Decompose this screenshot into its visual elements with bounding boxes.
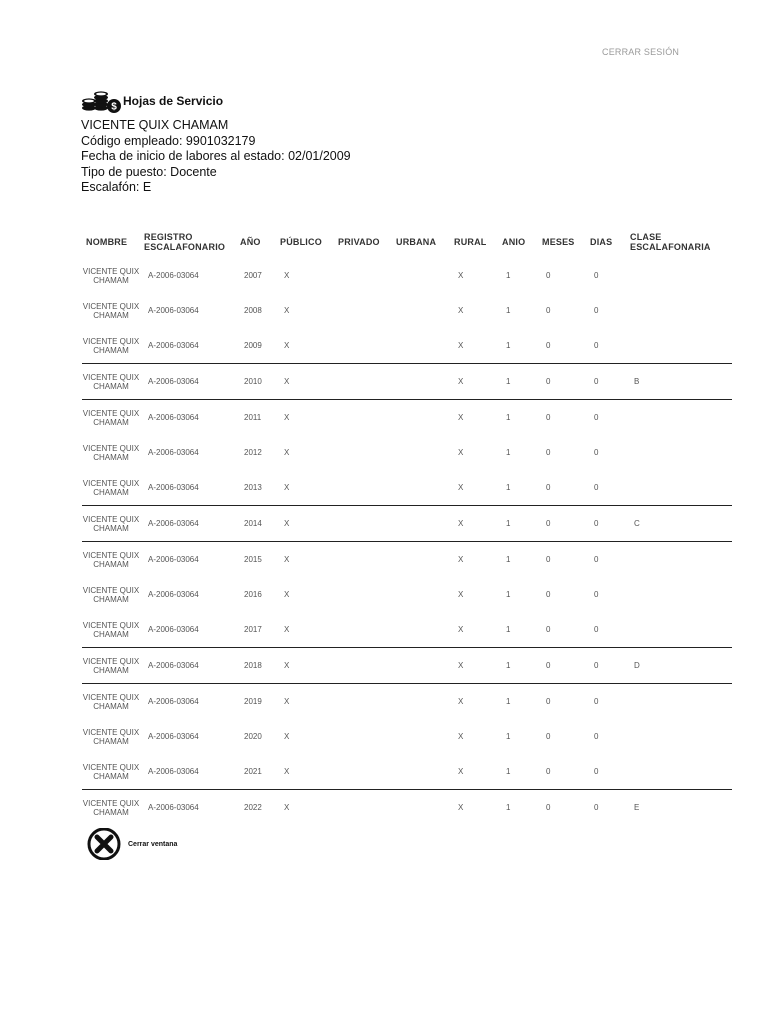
cell-rural: X — [450, 684, 498, 720]
table-row — [82, 506, 732, 542]
cell-anio: 1 — [506, 625, 511, 634]
cell-clase — [626, 577, 732, 612]
cell-rural: X — [458, 767, 464, 776]
cell-publico: X — [276, 790, 334, 826]
cell-rural: X — [458, 590, 464, 599]
cell-privado — [334, 719, 392, 754]
cell-clase — [626, 542, 732, 578]
employee-start-date: Fecha de inicio de labores al estado: 02/01/2009 — [81, 149, 351, 163]
cell-dias: 0 — [586, 790, 626, 826]
cell-urbana — [392, 719, 450, 754]
cell-ano: 2014 — [236, 506, 276, 542]
cell-clase — [626, 612, 732, 648]
cell-privado — [334, 790, 392, 826]
cell-rural: X — [458, 341, 464, 350]
cell-publico: X — [284, 483, 290, 492]
logout-link[interactable]: CERRAR SESIÓN — [602, 47, 680, 57]
cell-ano: 2016 — [244, 590, 262, 599]
cell-rural: X — [450, 648, 498, 684]
cell-registro: A-2006-03064 — [148, 448, 199, 457]
cell-anio: 1 — [506, 732, 511, 741]
cell-publico: X — [276, 506, 334, 542]
cell-rural: X — [450, 790, 498, 826]
cell-publico: X — [284, 271, 290, 280]
cell-urbana — [392, 612, 450, 648]
cell-urbana — [392, 364, 450, 400]
cell-meses: 0 — [546, 483, 551, 492]
cell-meses: 0 — [538, 400, 586, 436]
cell-clase — [626, 400, 732, 436]
cell-rural: X — [450, 542, 498, 578]
cell-anio: 1 — [506, 767, 511, 776]
cell-urbana — [392, 790, 450, 826]
cell-meses: 0 — [546, 625, 551, 634]
cell-nombre: VICENTE QUIX CHAMAM — [82, 684, 140, 720]
cell-ano: 2011 — [236, 400, 276, 436]
cell-meses: 0 — [538, 542, 586, 578]
cell-anio: 1 — [498, 790, 538, 826]
cell-publico: X — [276, 364, 334, 400]
employee-info — [81, 118, 351, 196]
cell-registro: A-2006-03064 — [140, 364, 236, 400]
cell-nombre: VICENTE QUIX CHAMAM — [82, 620, 140, 639]
cell-registro: A-2006-03064 — [140, 790, 236, 826]
close-circle-icon — [84, 828, 124, 860]
cell-dias: 0 — [594, 306, 599, 315]
cell-publico: X — [276, 542, 334, 578]
cell-registro: A-2006-03064 — [148, 341, 199, 350]
cell-ano: 2015 — [236, 542, 276, 578]
cell-rural: X — [450, 506, 498, 542]
cell-privado — [334, 328, 392, 364]
cell-dias: 0 — [586, 542, 626, 578]
cell-anio: 1 — [498, 400, 538, 436]
employee-name: VICENTE QUIX CHAMAM — [81, 118, 229, 132]
cell-nombre: VICENTE QUIX CHAMAM — [82, 790, 140, 826]
cell-privado — [334, 506, 392, 542]
col-header-registro: REGISTRO ESCALAFONARIO — [144, 232, 226, 252]
coins-dollar-icon — [81, 88, 123, 114]
cell-publico: X — [276, 400, 334, 436]
col-header-anio: ANIO — [502, 237, 526, 247]
cell-ano: 2013 — [244, 483, 262, 492]
cell-clase: E — [626, 790, 732, 826]
cell-dias: 0 — [594, 271, 599, 280]
cell-clase — [626, 258, 732, 293]
cell-clase — [626, 293, 732, 328]
cell-clase — [626, 328, 732, 364]
cell-publico: X — [284, 448, 290, 457]
cell-privado — [334, 258, 392, 293]
cell-meses: 0 — [538, 684, 586, 720]
cell-anio: 1 — [506, 448, 511, 457]
cell-urbana — [392, 293, 450, 328]
cell-registro: A-2006-03064 — [148, 732, 199, 741]
cell-meses: 0 — [538, 790, 586, 826]
cell-nombre: VICENTE QUIX CHAMAM — [82, 478, 140, 497]
cell-dias: 0 — [594, 483, 599, 492]
cell-publico: X — [284, 767, 290, 776]
table-row — [82, 258, 732, 293]
svg-text:$: $ — [111, 101, 117, 113]
cell-urbana — [392, 258, 450, 293]
cell-privado — [334, 648, 392, 684]
cell-privado — [334, 293, 392, 328]
col-header-ano: AÑO — [240, 237, 261, 247]
cell-nombre: VICENTE QUIX CHAMAM — [82, 364, 140, 400]
cell-nombre: VICENTE QUIX CHAMAM — [82, 506, 140, 542]
cell-nombre: VICENTE QUIX CHAMAM — [82, 336, 140, 355]
cell-dias: 0 — [594, 625, 599, 634]
cell-privado — [334, 577, 392, 612]
cell-dias: 0 — [594, 767, 599, 776]
cell-ano: 2018 — [236, 648, 276, 684]
cell-clase — [626, 470, 732, 506]
cell-urbana — [392, 754, 450, 790]
cell-registro: A-2006-03064 — [148, 590, 199, 599]
cell-urbana — [392, 435, 450, 470]
cell-privado — [334, 612, 392, 648]
cell-meses: 0 — [546, 590, 551, 599]
table-row — [82, 754, 732, 790]
cell-anio: 1 — [506, 271, 511, 280]
cell-rural: X — [458, 483, 464, 492]
cell-clase — [626, 435, 732, 470]
col-header-privado: PRIVADO — [338, 237, 380, 247]
cell-rural: X — [458, 448, 464, 457]
cell-urbana — [392, 542, 450, 578]
cell-nombre: VICENTE QUIX CHAMAM — [82, 727, 140, 746]
cell-privado — [334, 435, 392, 470]
cell-ano: 2019 — [236, 684, 276, 720]
table-row — [82, 648, 732, 684]
cell-rural: X — [450, 364, 498, 400]
cell-ano: 2021 — [244, 767, 262, 776]
cell-meses: 0 — [546, 306, 551, 315]
table-header-row — [82, 226, 732, 258]
cell-ano: 2010 — [236, 364, 276, 400]
cell-nombre: VICENTE QUIX CHAMAM — [82, 648, 140, 684]
cell-urbana — [392, 577, 450, 612]
service-records-table — [82, 226, 732, 825]
cell-ano: 2020 — [244, 732, 262, 741]
cell-privado — [334, 400, 392, 436]
table-row — [82, 577, 732, 612]
cell-publico: X — [276, 684, 334, 720]
cell-anio: 1 — [498, 648, 538, 684]
cell-urbana — [392, 328, 450, 364]
cell-registro: A-2006-03064 — [148, 625, 199, 634]
cell-clase: B — [626, 364, 732, 400]
cell-dias: 0 — [586, 506, 626, 542]
cell-clase — [626, 719, 732, 754]
close-window-label: Cerrar ventana — [128, 840, 178, 848]
cell-registro: A-2006-03064 — [148, 483, 199, 492]
cell-anio: 1 — [506, 341, 511, 350]
table-row — [82, 293, 732, 328]
col-header-nombre: NOMBRE — [86, 237, 128, 247]
cell-registro: A-2006-03064 — [148, 271, 199, 280]
cell-ano: 2022 — [236, 790, 276, 826]
table-row — [82, 790, 732, 826]
table-row — [82, 400, 732, 436]
brand-title: Hojas de Servicio — [123, 94, 224, 108]
cell-dias: 0 — [594, 732, 599, 741]
cell-meses: 0 — [546, 767, 551, 776]
cell-privado — [334, 684, 392, 720]
cell-publico: X — [284, 306, 290, 315]
table-row — [82, 435, 732, 470]
col-header-publico: PÚBLICO — [280, 237, 322, 247]
cell-ano: 2017 — [244, 625, 262, 634]
col-header-rural: RURAL — [454, 237, 487, 247]
col-header-urbana: URBANA — [396, 237, 437, 247]
cell-meses: 0 — [546, 732, 551, 741]
cell-rural: X — [458, 306, 464, 315]
cell-publico: X — [284, 732, 290, 741]
cell-rural: X — [458, 625, 464, 634]
cell-registro: A-2006-03064 — [140, 542, 236, 578]
cell-meses: 0 — [546, 341, 551, 350]
cell-nombre: VICENTE QUIX CHAMAM — [82, 301, 140, 320]
cell-privado — [334, 364, 392, 400]
cell-nombre: VICENTE QUIX CHAMAM — [82, 400, 140, 436]
cell-meses: 0 — [538, 364, 586, 400]
cell-rural: X — [450, 400, 498, 436]
cell-nombre: VICENTE QUIX CHAMAM — [82, 542, 140, 578]
cell-nombre: VICENTE QUIX CHAMAM — [82, 762, 140, 781]
cell-publico: X — [276, 648, 334, 684]
employee-code: Código empleado: 9901032179 — [81, 133, 256, 148]
cell-privado — [334, 542, 392, 578]
col-header-clase: CLASE ESCALAFONARIA — [630, 232, 711, 252]
cell-anio: 1 — [498, 542, 538, 578]
cell-publico: X — [284, 590, 290, 599]
cell-urbana — [392, 470, 450, 506]
cell-dias: 0 — [594, 590, 599, 599]
cell-dias: 0 — [586, 648, 626, 684]
cell-meses: 0 — [546, 448, 551, 457]
cell-meses: 0 — [538, 648, 586, 684]
cell-rural: X — [458, 732, 464, 741]
cell-clase: C — [626, 506, 732, 542]
cell-registro: A-2006-03064 — [148, 767, 199, 776]
cell-anio: 1 — [506, 590, 511, 599]
close-window-button[interactable] — [84, 828, 177, 860]
cell-meses: 0 — [538, 506, 586, 542]
table-row — [82, 542, 732, 578]
cell-privado — [334, 470, 392, 506]
table-row — [82, 328, 732, 364]
cell-publico: X — [284, 341, 290, 350]
cell-nombre: VICENTE QUIX CHAMAM — [82, 585, 140, 604]
cell-anio: 1 — [506, 483, 511, 492]
table-row — [82, 612, 732, 648]
cell-ano: 2008 — [244, 306, 262, 315]
cell-nombre: VICENTE QUIX CHAMAM — [82, 443, 140, 462]
cell-nombre: VICENTE QUIX CHAMAM — [82, 266, 140, 285]
table-body — [82, 258, 732, 825]
cell-registro: A-2006-03064 — [140, 400, 236, 436]
cell-dias: 0 — [594, 448, 599, 457]
cell-registro: A-2006-03064 — [140, 684, 236, 720]
cell-ano: 2012 — [244, 448, 262, 457]
cell-dias: 0 — [586, 364, 626, 400]
employee-rank: Escalafón: E — [81, 180, 152, 194]
table-row — [82, 364, 732, 400]
cell-anio: 1 — [498, 364, 538, 400]
cell-rural: X — [458, 271, 464, 280]
cell-anio: 1 — [506, 306, 511, 315]
cell-clase — [626, 684, 732, 720]
table-row — [82, 470, 732, 506]
cell-dias: 0 — [594, 341, 599, 350]
cell-anio: 1 — [498, 684, 538, 720]
col-header-dias: DIAS — [590, 237, 613, 247]
cell-publico: X — [284, 625, 290, 634]
table-row — [82, 719, 732, 754]
cell-urbana — [392, 506, 450, 542]
table-row — [82, 684, 732, 720]
cell-clase — [626, 754, 732, 790]
cell-registro: A-2006-03064 — [140, 506, 236, 542]
cell-dias: 0 — [586, 684, 626, 720]
cell-urbana — [392, 684, 450, 720]
cell-ano: 2007 — [244, 271, 262, 280]
cell-registro: A-2006-03064 — [148, 306, 199, 315]
cell-privado — [334, 754, 392, 790]
cell-registro: A-2006-03064 — [140, 648, 236, 684]
cell-anio: 1 — [498, 506, 538, 542]
cell-clase: D — [626, 648, 732, 684]
cell-urbana — [392, 648, 450, 684]
cell-meses: 0 — [546, 271, 551, 280]
col-header-meses: MESES — [542, 237, 575, 247]
employee-post-type: Tipo de puesto: Docente — [81, 164, 217, 179]
cell-urbana — [392, 400, 450, 436]
cell-ano: 2009 — [244, 341, 262, 350]
cell-dias: 0 — [586, 400, 626, 436]
